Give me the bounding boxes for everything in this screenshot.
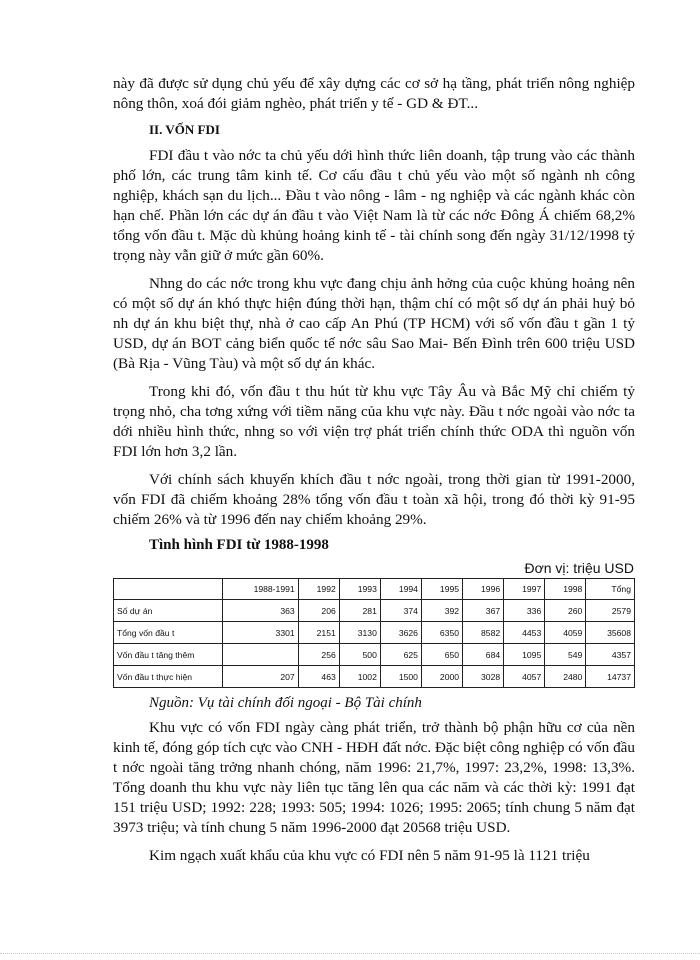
table-cell: 549	[545, 644, 586, 666]
header-cell: Tổng	[586, 579, 635, 600]
row-label: Số dự án	[114, 600, 223, 622]
table-cell: 336	[504, 600, 545, 622]
row-label: Vốn đầu t tăng thêm	[114, 644, 223, 666]
table-cell: 4059	[545, 622, 586, 644]
fdi-table	[113, 578, 635, 688]
table-cell: 207	[223, 666, 299, 688]
table-cell: 650	[421, 644, 462, 666]
table-cell: 500	[339, 644, 380, 666]
table-cell: 374	[380, 600, 421, 622]
header-cell: 1996	[463, 579, 504, 600]
table-cell: 8582	[463, 622, 504, 644]
paragraph-5: Khu vực có vốn FDI ngày càng phát triển, trở thành bộ phận hữu cơ của nền kinh tế, đóng góp tích cực vào CNH - HĐH đất nớc. Đặc biệt công nghiệp có vốn đầu t nớc ngoài tăng trởng nhanh chóng, năm 1996: 21,7%, 1997: 23,2%, 1998: 13,3%. Tổng doanh thu khu vực này liên tục tăng lên qua các năm và các thời kỳ: 1991 đạt 151 triệu USD; 1992: 228; 1993: 505; 1994: 1026; 1995: 2065; tính chung 5 năm đạt 3973 triệu; và tính chung 5 năm 1996-2000 đạt 20568 triệu USD.	[113, 719, 635, 836]
table-cell: 6350	[421, 622, 462, 644]
table-cell: 1002	[339, 666, 380, 688]
table-cell: 4357	[586, 644, 635, 666]
table-cell: 392	[421, 600, 462, 622]
paragraph-3: Trong khi đó, vốn đầu t thu hút từ khu vực Tây Âu và Bắc Mỹ chỉ chiếm tỷ trọng nhỏ, cha tơng xứng với tiềm năng của khu vực này. Đầu t nớc ngoài vào nớc ta dới nhiều hình thức, nhng so với viện trợ phát triển chính thức ODA thì nguồn vốn FDI lớn hơn 3,2 lần.	[113, 383, 635, 460]
table-cell: 3301	[223, 622, 299, 644]
table-cell: 684	[463, 644, 504, 666]
header-cell: 1993	[339, 579, 380, 600]
table-cell: 2151	[298, 622, 339, 644]
table-cell: 2579	[586, 600, 635, 622]
body-text-bottom	[113, 718, 635, 874]
table-cell: 463	[298, 666, 339, 688]
table-title: Tình hình FDI từ 1988-1998	[149, 537, 329, 553]
table-cell	[223, 644, 299, 666]
table-cell: 281	[339, 600, 380, 622]
table-unit: Đơn vị: triệu USD	[524, 560, 634, 576]
header-cell: 1997	[504, 579, 545, 600]
paragraph-6: Kim ngạch xuất khẩu của khu vực có FDI nên 5 năm 91-95 là 1121 triệu	[149, 847, 590, 864]
header-cell: 1992	[298, 579, 339, 600]
table-cell: 206	[298, 600, 339, 622]
table-cell: 3028	[463, 666, 504, 688]
row-label: Tổng vốn đầu t	[114, 622, 223, 644]
row-label: Vốn đầu t thực hiện	[114, 666, 223, 688]
body-text-top	[113, 74, 635, 538]
table-cell: 4453	[504, 622, 545, 644]
header-cell: 1994	[380, 579, 421, 600]
table-cell: 3130	[339, 622, 380, 644]
table-cell: 1095	[504, 644, 545, 666]
table-cell: 260	[545, 600, 586, 622]
header-cell: 1995	[421, 579, 462, 600]
table-row	[114, 644, 635, 666]
table-cell: 367	[463, 600, 504, 622]
table-row	[114, 600, 635, 622]
paragraph-1: FDI đầu t vào nớc ta chủ yếu dới hình thức liên doanh, tập trung vào các thành phố lớn, các trung tâm kinh tế. Cơ cấu đầu t chủ yếu vào một số ngành nh công nghiệp, khách sạn du lịch... Đầu t vào nông - lâm - ng nghiệp và các ngành khác còn hạn chế. Phần lớn các dự án đầu t vào Việt Nam là từ các nớc Đông Á chiếm 68,2% tổng vốn đầu t. Mặc dù khủng hoảng kinh tế - tài chính song đến ngày 31/12/1998 tỷ trọng này vẫn giữ ở mức gần 60%.	[113, 147, 635, 264]
table-cell: 2000	[421, 666, 462, 688]
table-row	[114, 666, 635, 688]
table-cell: 363	[223, 600, 299, 622]
header-cell: 1998	[545, 579, 586, 600]
paragraph-4: Với chính sách khuyến khích đầu t nớc ngoài, trong thời gian từ 1991-2000, vốn FDI đã chiếm khoảng 28% tổng vốn đầu t toàn xã hội, trong đó thời kỳ 91-95 chiếm 26% và từ 1996 đến nay chiếm khoảng 29%.	[113, 471, 635, 528]
page-bottom-divider	[0, 953, 700, 954]
table-cell: 1500	[380, 666, 421, 688]
table-cell: 3626	[380, 622, 421, 644]
table-header-row	[114, 579, 635, 600]
table-cell: 14737	[586, 666, 635, 688]
table-cell: 4057	[504, 666, 545, 688]
table-cell: 625	[380, 644, 421, 666]
header-cell: 1988-1991	[223, 579, 299, 600]
table-row	[114, 622, 635, 644]
table-source: Nguồn: Vụ tài chính đối ngoại - Bộ Tài chính	[149, 695, 422, 711]
section-heading: II. VỐN FDI	[149, 122, 220, 137]
paragraph-continuation: này đã được sử dụng chủ yếu để xây dựng các cơ sở hạ tầng, phát triển nông nghiệp nông thôn, xoá đói giảm nghèo, phát triển y tế - GD & ĐT...	[113, 75, 635, 112]
paragraph-2: Nhng do các nớc trong khu vực đang chịu ảnh hởng của cuộc khủng hoảng nên có một số dự án khó thực hiện đúng thời hạn, thậm chí có một số dự án phải huỷ bỏ nh dự án khu biệt thự, nhà ở cao cấp An Phú (TP HCM) với số vốn đầu t gần 1 tỷ USD, dự án BOT cảng biển quốc tế nớc sâu Sao Mai- Bến Đình trên 600 triệu USD (Bà Rịa - Vũng Tàu) và một số dự án khác.	[113, 275, 635, 372]
table-cell: 2480	[545, 666, 586, 688]
header-cell	[114, 579, 223, 600]
table-cell: 35608	[586, 622, 635, 644]
table-cell: 256	[298, 644, 339, 666]
